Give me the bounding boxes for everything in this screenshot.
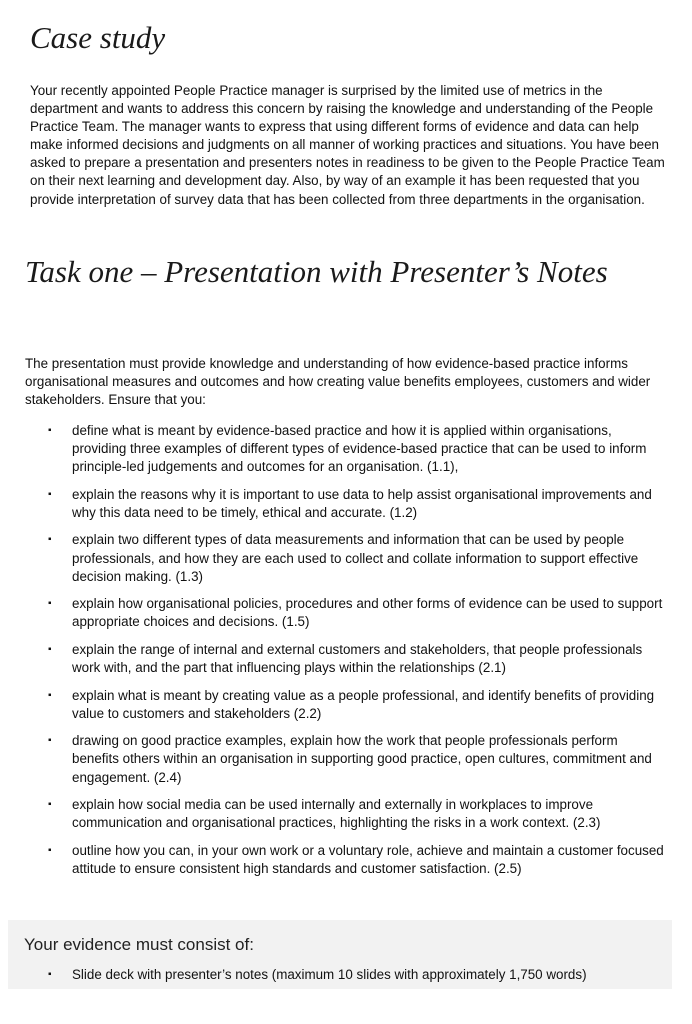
task-bullet-1-2 <box>25 486 665 522</box>
bullet-marker: ▪ <box>48 844 52 856</box>
task-bullet-2-3 <box>25 796 665 832</box>
task-one-bullet-list <box>25 422 665 887</box>
bullet-text: outline how you can, in your own work or a voluntary role, achieve and maintain a customer focused attitude to ensure consistent high standards and customer satisfaction. (2.5) <box>72 842 664 876</box>
task-bullet-2-2 <box>25 687 665 723</box>
task-bullet-2-5 <box>25 842 665 878</box>
task-one-intro: The presentation must provide knowledge and understanding of how evidence-based practice informs organisational measures and outcomes and how creating value benefits employees, customers and wider stakeholders. Ensure that you: <box>25 356 651 408</box>
bullet-text: explain the reasons why it is important to use data to help assist organisational improvements and why this data need to be timely, ethical and accurate. (1.2) <box>72 486 652 520</box>
task-bullet-2-1 <box>25 641 665 677</box>
bullet-marker: ▪ <box>48 534 52 546</box>
bullet-marker: ▪ <box>48 689 52 701</box>
task-bullet-1-3 <box>25 531 665 585</box>
case-study-paragraph: Your recently appointed People Practice manager is surprised by the limited use of metrics in the department and wants to address this concern by raising the knowledge and understanding of the People Practice Team. The manager wants to express that using different forms of evidence and data can help make informed decisions and judgments on all manner of working practices and situations. You have been asked to prepare a presentation and presenters notes in readiness to be given to the People Practice Team on their next learning and development day. Also, by way of an example it has been requested that you provide interpretation of survey data that has been collected from three departments in the organisation. <box>30 83 665 207</box>
bullet-marker: ▪ <box>48 969 52 980</box>
evidence-box <box>8 920 672 989</box>
bullet-marker: ▪ <box>48 799 52 811</box>
evidence-item <box>25 966 672 984</box>
evidence-heading: Your evidence must consist of: <box>24 935 254 954</box>
bullet-text: drawing on good practice examples, explain how the work that people professionals perform benefits others within an organisation in supporting good practice, open cultures, commitment and engagement. (2.4) <box>72 733 652 785</box>
bullet-marker: ▪ <box>48 643 52 655</box>
bullet-text: explain how social media can be used internally and externally in workplaces to improve communication and organisational practices, highlighting the risks in a work context. (2.3) <box>72 797 601 831</box>
bullet-text: explain what is meant by creating value as a people professional, and identify benefits of providing value to customers and stakeholders (2.2) <box>72 687 655 721</box>
case-study-heading: Case study <box>30 20 166 55</box>
task-bullet-1-5 <box>25 595 665 631</box>
bullet-text: explain two different types of data measurements and information that can be used by people professionals, and how they are each used to collect and collate information to support effective decision making. (1.3) <box>72 532 639 584</box>
task-bullet-2-4 <box>25 732 665 786</box>
evidence-item-text: Slide deck with presenter’s notes (maximum 10 slides with approximately 1,750 words) <box>72 967 587 982</box>
task-bullet-1-1 <box>25 422 665 476</box>
bullet-text: define what is meant by evidence-based practice and how it is applied within organisations, providing three examples of different types of evidence-based practice that can be used to inform principle-led judgements and outcomes for an organisation. (1.1), <box>72 423 647 475</box>
task-one-heading: Task one – Presentation with Presenter’s Notes <box>25 254 608 289</box>
bullet-text: explain the range of internal and external customers and stakeholders, that people professionals work with, and the part that influencing plays within the relationships (2.1) <box>72 641 643 676</box>
bullet-marker: ▪ <box>48 598 52 610</box>
bullet-marker: ▪ <box>48 425 52 436</box>
bullet-text: explain how organisational policies, procedures and other forms of evidence can be used to support appropriate choices and decisions. (1.5) <box>72 596 663 630</box>
bullet-marker: ▪ <box>48 488 52 500</box>
bullet-marker: ▪ <box>48 735 52 747</box>
